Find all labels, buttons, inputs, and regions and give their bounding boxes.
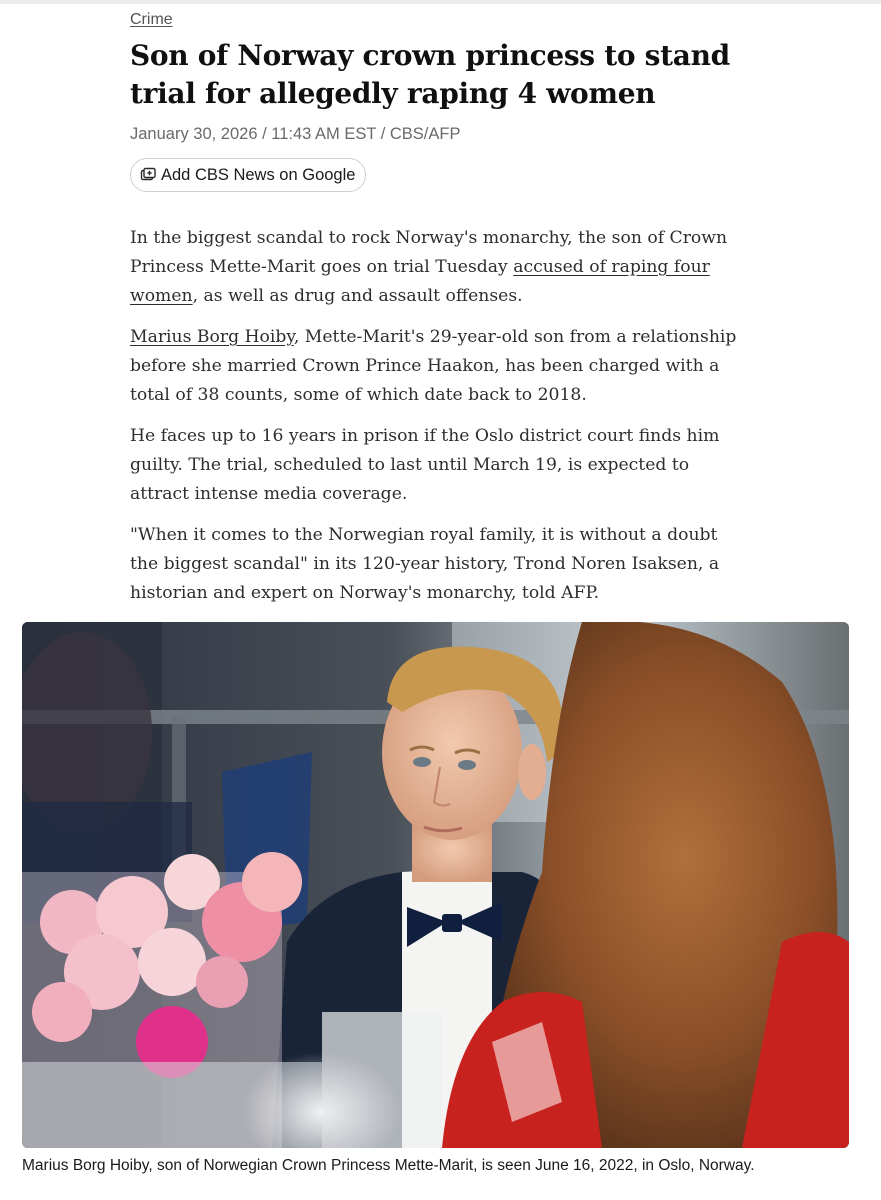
paragraph-2-text: , Mette-Marit's 29-year-old son from a relationship before she married Crown Prince Haakon, has been charged with a total of 38 counts, some of which date back to 2018. [130, 327, 737, 405]
paragraph-1 [130, 224, 750, 311]
article-body [130, 224, 750, 620]
paragraph-2 [130, 323, 750, 410]
google-button-label: Add CBS News on Google [161, 165, 356, 184]
category-link[interactable]: Crime [130, 11, 173, 28]
paragraph-1-text: In the biggest scandal to rock Norway's monarchy, the son of Crown Princess Mette-Marit goes on trial Tuesday [130, 228, 728, 277]
headline: Son of Norway crown princess to stand trial for allegedly raping 4 women [130, 39, 730, 110]
photo-caption: Marius Borg Hoiby, son of Norwegian Crown Princess Mette-Marit, is seen June 16, 2022, in Oslo, Norway. [22, 1157, 755, 1174]
top-divider [0, 0, 881, 4]
paragraph-3: He faces up to 16 years in prison if the Oslo district court finds him guilty. The trial, scheduled to last until March 19, is expected to attract intense media coverage. [130, 426, 720, 504]
article-photo[interactable] [22, 622, 849, 1148]
add-source-icon [139, 166, 157, 184]
paragraph-1-end: , as well as drug and assault offenses. [192, 286, 523, 306]
byline: January 30, 2026 / 11:43 AM EST / CBS/AFP [130, 125, 461, 143]
add-cbs-on-google-button[interactable] [130, 158, 366, 192]
marius-borg-hoiby-link[interactable]: Marius Borg Hoiby [130, 327, 294, 347]
accused-link[interactable]: accused of raping four women [130, 257, 710, 306]
paragraph-4: "When it comes to the Norwegian royal family, it is without a doubt the biggest scandal" in its 120-year history, Trond Noren Isaksen, a historian and expert on Norway's monarchy, told AFP. [130, 525, 720, 603]
